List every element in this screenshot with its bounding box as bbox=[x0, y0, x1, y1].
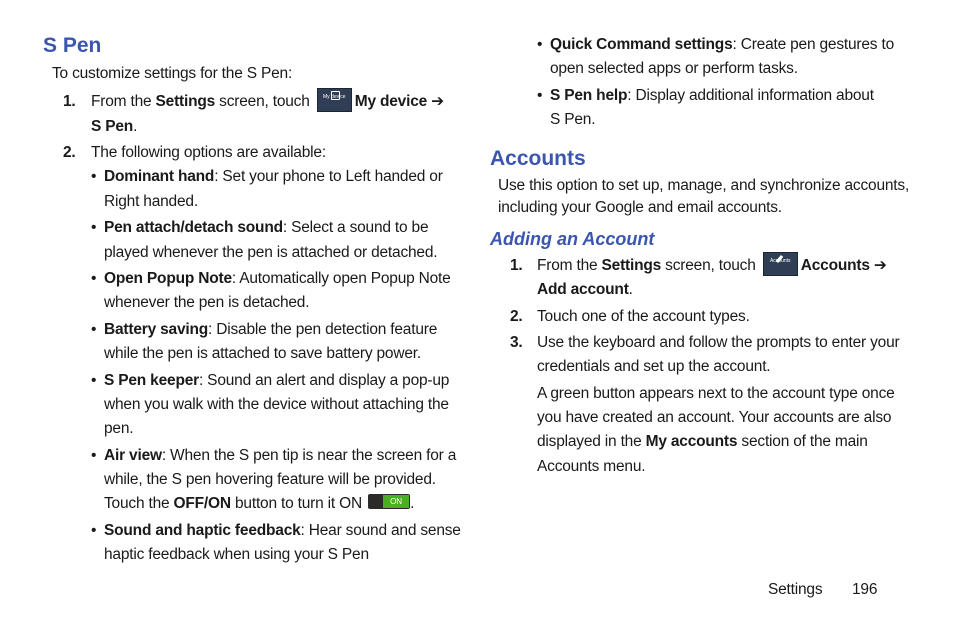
footer-page-number: 196 bbox=[852, 581, 878, 598]
step-1-line-1: From the Settings screen, touch My device My device ➔ bbox=[91, 90, 444, 114]
bullet-line: while the pen is attached to save battery power. bbox=[104, 345, 421, 362]
bullet-line: whenever the pen is detached. bbox=[104, 294, 310, 311]
para-line-my-accounts: displayed in the My accounts section of the main bbox=[537, 433, 868, 450]
accounts-intro-line-2: including your Google and email accounts. bbox=[498, 199, 782, 216]
accounts-step-1-line-2: Add account. bbox=[537, 281, 633, 298]
bullet-line: played whenever the pen is attached or detached. bbox=[104, 244, 438, 261]
intro-text: To customize settings for the S Pen: bbox=[52, 65, 293, 82]
bullet-battery-saving: • Battery saving: Disable the pen detection feature bbox=[91, 321, 438, 338]
para-line: Accounts menu. bbox=[537, 458, 646, 475]
on-off-toggle[interactable]: ON bbox=[368, 494, 410, 509]
step-number: 1. bbox=[510, 257, 523, 274]
accounts-step-3-line-2: credentials and set up the account. bbox=[537, 358, 771, 375]
settings-label: Settings bbox=[601, 257, 662, 275]
accounts-step-3-line-1: Use the keyboard and follow the prompts to enter your bbox=[537, 334, 900, 351]
bullet-air-view: • Air view: When the S pen tip is near the screen for a bbox=[91, 447, 457, 464]
my-device-label: My device ➔ bbox=[354, 93, 444, 111]
accounts-step-2-text: Touch one of the account types. bbox=[537, 308, 750, 325]
subsection-title-adding-account: Adding an Account bbox=[490, 229, 655, 249]
step-number: 2. bbox=[63, 144, 76, 161]
bullet-line: while, the S pen hovering feature will be provided. bbox=[104, 471, 436, 488]
bullet-line: S Pen. bbox=[550, 111, 596, 128]
bullet-line: when you walk with the device without attaching the bbox=[104, 396, 449, 413]
accounts-icon[interactable]: Accounts bbox=[763, 252, 798, 276]
step-number: 2. bbox=[510, 308, 523, 325]
step-1-line-2: S Pen. bbox=[91, 118, 138, 135]
bullet-pen-attach-sound: • Pen attach/detach sound: Select a sound to be bbox=[91, 219, 429, 236]
bullet-s-pen-help: • S Pen help: Display additional information about bbox=[537, 87, 874, 104]
para-line: A green button appears next to the account type once bbox=[537, 385, 895, 402]
bullet-open-popup-note: • Open Popup Note: Automatically open Popup Note bbox=[91, 270, 451, 287]
step-2-text: The following options are available: bbox=[91, 144, 326, 161]
section-title-accounts: Accounts bbox=[490, 147, 586, 170]
step-number: 1. bbox=[63, 93, 76, 110]
bullet-line: open selected apps or perform tasks. bbox=[550, 60, 798, 77]
my-device-icon[interactable]: My device bbox=[317, 88, 352, 112]
step-number: 3. bbox=[510, 334, 523, 351]
footer-section-label: Settings bbox=[768, 581, 823, 598]
para-line: you have created an account. Your accounts are also bbox=[537, 409, 892, 426]
bullet-dominant-hand: • Dominant hand: Set your phone to Left handed or bbox=[91, 168, 443, 185]
bullet-sound-haptic: • Sound and haptic feedback: Hear sound and sense bbox=[91, 522, 461, 539]
bullet-line: haptic feedback when using your S Pen bbox=[104, 546, 369, 563]
bullet-line: Right handed. bbox=[104, 193, 198, 210]
accounts-label: Accounts ➔ bbox=[800, 257, 887, 275]
bullet-s-pen-keeper: • S Pen keeper: Sound an alert and display a pop-up bbox=[91, 372, 450, 389]
bullet-line-air-view-toggle: Touch the OFF/ON button to turn it ON ON . bbox=[104, 495, 415, 512]
accounts-step-1-line-1: From the Settings screen, touch Accounts Accounts ➔ bbox=[537, 254, 887, 278]
bullet-quick-command: • Quick Command settings: Create pen gestures to bbox=[537, 36, 894, 53]
bullet-line: pen. bbox=[104, 420, 134, 437]
accounts-intro-line-1: Use this option to set up, manage, and synchronize accounts, bbox=[498, 177, 910, 194]
settings-label: Settings bbox=[155, 93, 216, 111]
section-title-s-pen: S Pen bbox=[43, 34, 102, 57]
